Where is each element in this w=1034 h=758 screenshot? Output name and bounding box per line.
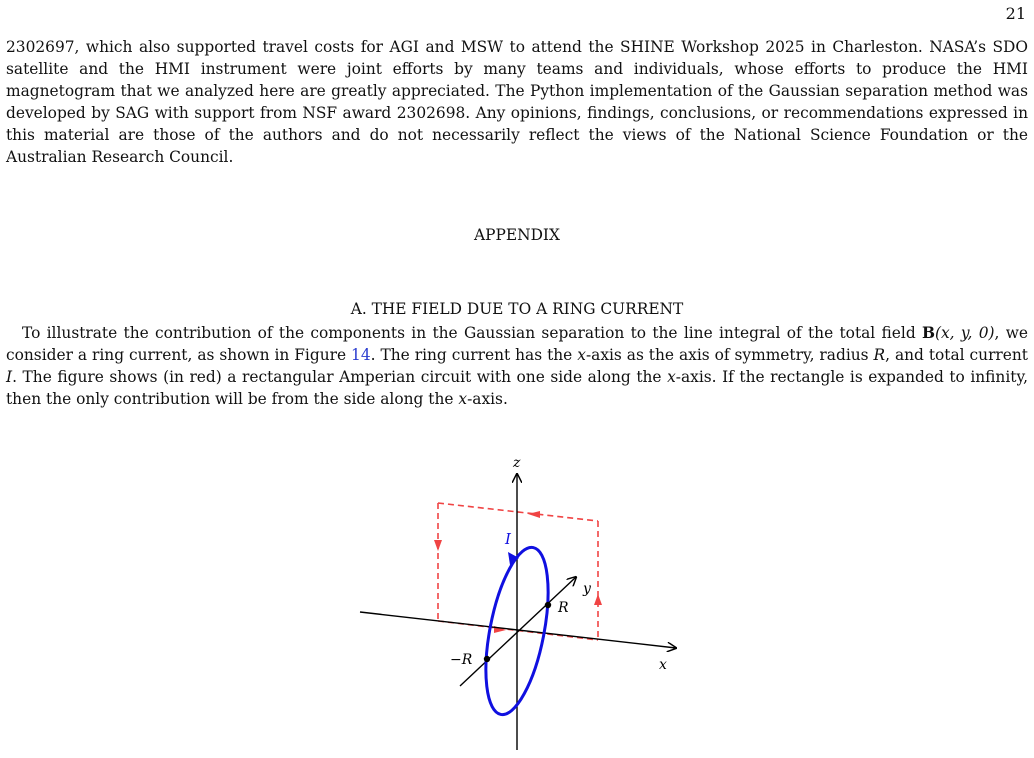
point-R <box>545 602 551 608</box>
intro-text-4: -axis as the axis of symmetry, radius <box>585 346 874 364</box>
intro-var-x: x <box>577 346 586 364</box>
intro-text-7: -axis. If the rectangle is expanded to infinity, then the only contribution will be from the side along the <box>6 368 1028 408</box>
intro-text-5: , and total current <box>885 346 1028 364</box>
intro-text-2: , we consider a ring current, as shown in Figure <box>6 324 1028 364</box>
circuit-top-side <box>438 503 598 521</box>
amperian-circuit <box>438 503 598 640</box>
intro-text-1: To illustrate the contribution of the components in the Gaussian separation to the line integral of the total field <box>22 324 922 342</box>
circuit-arrow-left <box>434 540 442 551</box>
intro-var-I: I <box>6 368 13 386</box>
intro-text-8: -axis. <box>467 390 508 408</box>
appendix-heading: APPENDIX <box>474 226 560 244</box>
intro-var-x3: x <box>458 390 468 408</box>
acknowledgment-paragraph: 2302697, which also supported travel costs for AGI and MSW to attend the SHINE Workshop 2025 in Charleston. NASA’s SDO satellite and the HMI instrument were joint efforts by many teams and individuals, whose efforts to produce the HMI magnetogram that we analyzed here are greatly appreciated. The Python implementation of the Gaussian separation method was developed by SAG with support from NSF award 2302698. Any opinions, findings, conclusions, or recommendations expressed in this material are those of the authors and do not necessarily reflect the views of the National Science Foundation or the Australian Research Council. <box>6 38 1028 166</box>
intro-var-x2: x <box>667 368 676 386</box>
field-args: (x, y, 0) <box>935 324 995 342</box>
intro-text-3: . The ring current has the <box>370 346 578 364</box>
label-R: R <box>558 600 569 616</box>
circuit-arrow-right <box>594 594 602 605</box>
y-axis <box>460 577 576 686</box>
label-current-I: I <box>505 530 511 548</box>
label-y: y <box>583 581 591 597</box>
field-symbol: B <box>921 324 935 342</box>
circuit-arrows <box>434 511 602 633</box>
intro-var-R: R <box>873 346 886 364</box>
point-neg-R <box>484 656 490 662</box>
label-x: x <box>659 657 667 673</box>
x-axis <box>360 612 676 648</box>
label-z: z <box>513 455 521 471</box>
figure-reference-link[interactable]: 14 <box>351 346 371 364</box>
label-neg-R: −R <box>450 652 473 668</box>
axes <box>360 474 676 750</box>
section-heading: A. THE FIELD DUE TO A RING CURRENT <box>350 300 684 318</box>
circuit-arrow-top <box>528 511 540 518</box>
intro-text-6: . The figure shows (in red) a rectangular Amperian circuit with one side along the <box>12 368 668 386</box>
page-number: 21 <box>1005 4 1026 23</box>
